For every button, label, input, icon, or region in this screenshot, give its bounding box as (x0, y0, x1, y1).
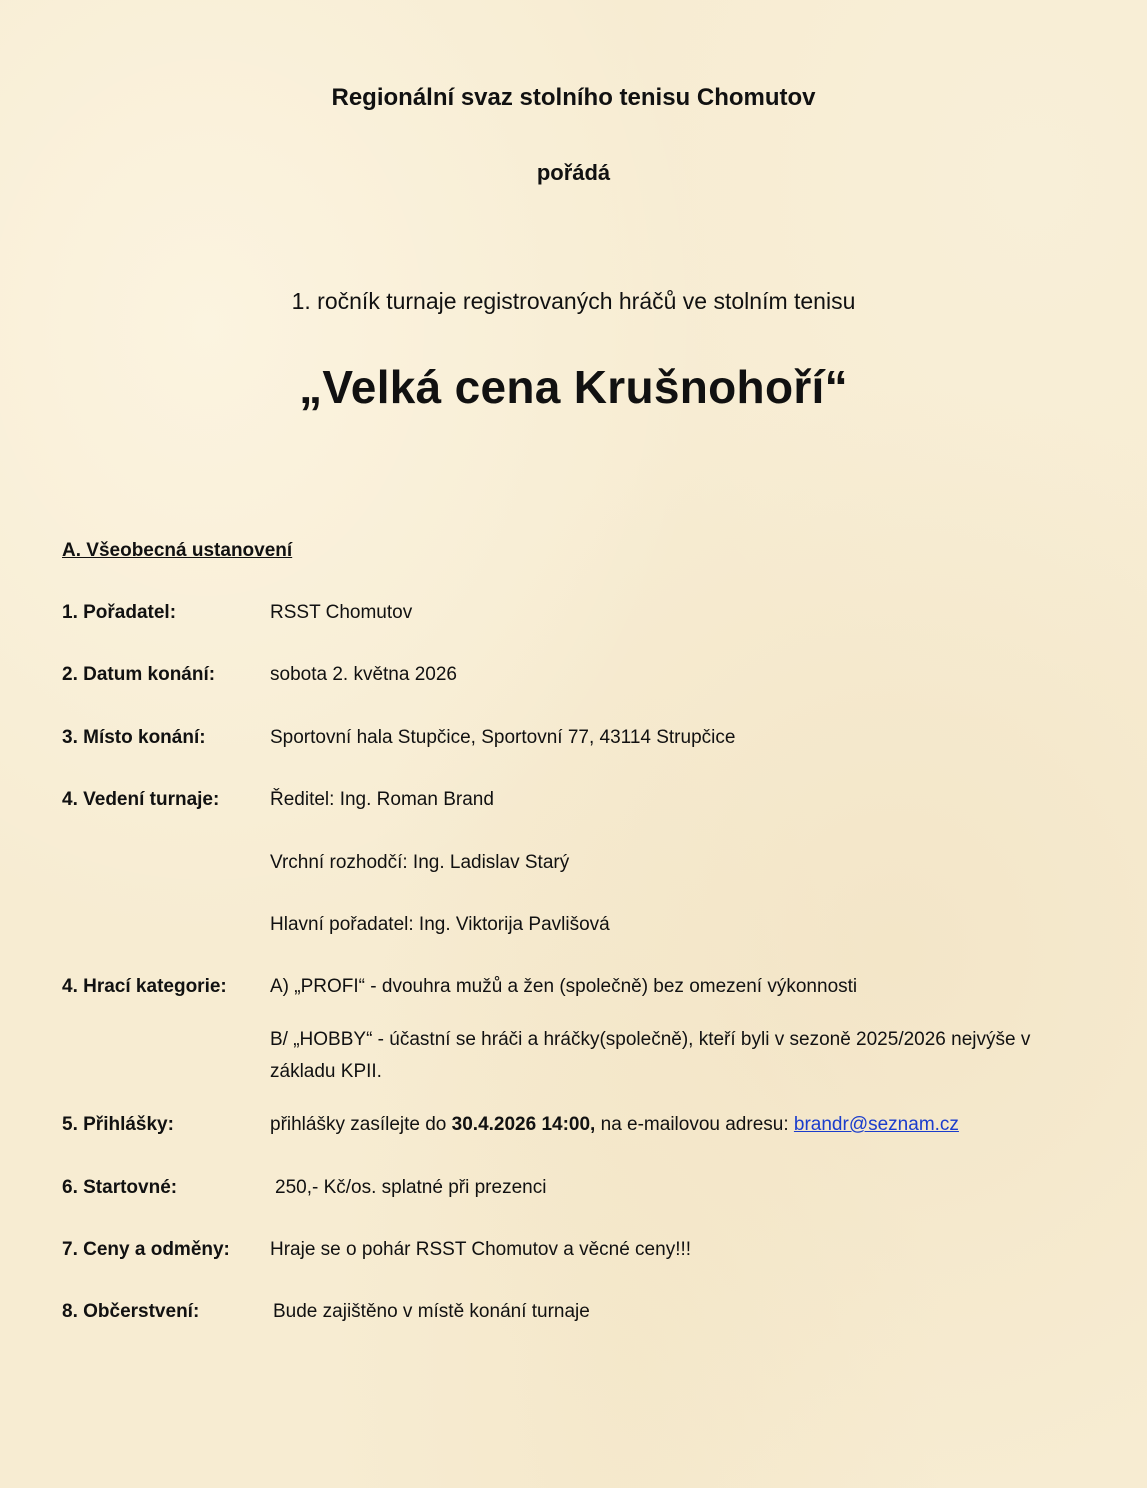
category-hobby: B/ „HOBBY“ - účastní se hráči a hráčky(společně), kteří byli v sezoně 2025/2026 nejvýše v základu KPII. (270, 1029, 1031, 1082)
organization-name: Regionální svaz stolního tenisu Chomutov (331, 84, 816, 111)
registration-label: 5. Přihlášky: (62, 1114, 174, 1135)
registration-text-after: na e-mailovou adresu: (595, 1114, 794, 1135)
prizes-value: Hraje se o pohár RSST Chomutov a věcné ceny!!! (270, 1239, 692, 1260)
organizer-value: RSST Chomutov (270, 602, 413, 623)
categories-label: 4. Hrací kategorie: (62, 976, 227, 997)
management-label: 4. Vedení turnaje: (62, 789, 220, 810)
category-profi: A) „PROFI“ - dvouhra mužů a žen (společně) bez omezení výkonnosti (270, 976, 858, 997)
section-heading-general: A. Všeobecná ustanovení (62, 540, 293, 561)
tournament-subtitle: 1. ročník turnaje registrovaných hráčů ve stolním tenisu (291, 288, 856, 314)
date-value: sobota 2. května 2026 (270, 664, 457, 685)
organizes-text: pořádá (536, 160, 611, 185)
refreshments-label: 8. Občerstvení: (62, 1301, 200, 1322)
director-value: Ředitel: Ing. Roman Brand (270, 789, 494, 810)
referee-value: Vrchní rozhodčí: Ing. Ladislav Starý (270, 852, 570, 873)
venue-label: 3. Místo konání: (62, 727, 206, 748)
registration-text-before: přihlášky zasílejte do (270, 1114, 452, 1135)
tournament-title: „Velká cena Krušnohoří“ (299, 361, 848, 413)
registration-value (270, 1114, 959, 1136)
registration-email-link[interactable]: brandr@seznam.cz (793, 1114, 959, 1135)
fee-value: 250,- Kč/os. splatné při prezenci (275, 1177, 547, 1198)
fee-label: 6. Startovné: (62, 1177, 178, 1198)
venue-value: Sportovní hala Stupčice, Sportovní 77, 43114 Strupčice (270, 727, 736, 748)
prizes-label: 7. Ceny a odměny: (62, 1239, 230, 1260)
organizer-label: 1. Pořadatel: (62, 602, 177, 623)
main-organizer-value: Hlavní pořadatel: Ing. Viktorija Pavlišová (270, 914, 610, 935)
date-label: 2. Datum konání: (62, 664, 216, 685)
refreshments-value: Bude zajištěno v místě konání turnaje (273, 1301, 590, 1322)
registration-deadline: 30.4.2026 14:00, (451, 1114, 596, 1135)
